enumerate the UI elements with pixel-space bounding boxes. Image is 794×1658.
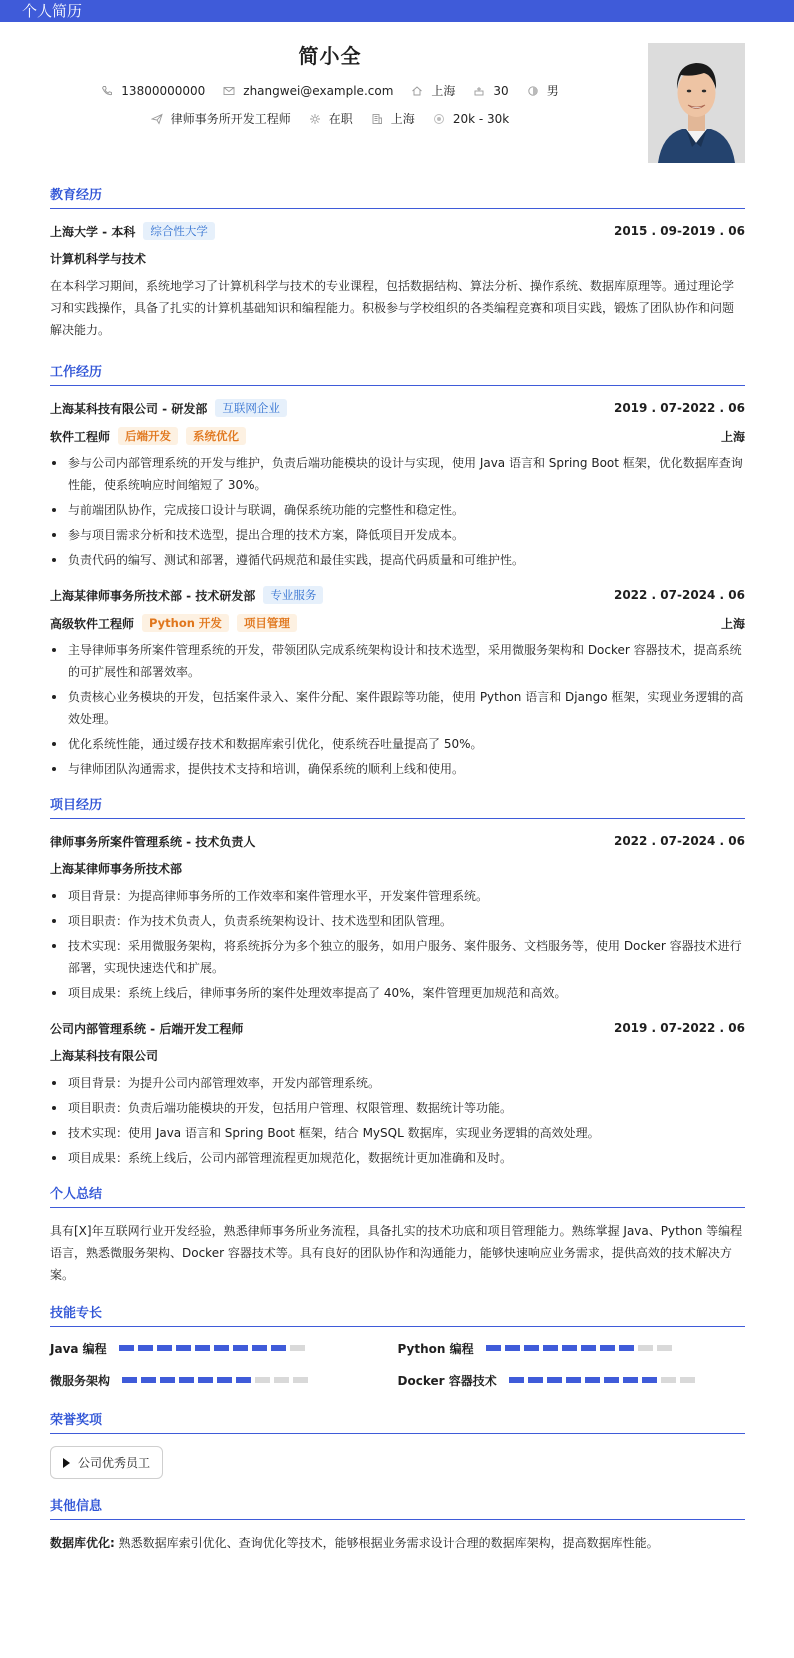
email-icon xyxy=(223,85,235,97)
home-text: 上海 xyxy=(431,84,456,98)
skill-level-segment xyxy=(623,1377,638,1383)
list-item: 参与项目需求分析和技术选型，提出合理的技术方案，降低项目开发成本。 xyxy=(50,524,745,546)
work-city: 上海 xyxy=(720,616,745,631)
other-section xyxy=(50,1495,745,1554)
job-role: 软件工程师 xyxy=(50,429,111,444)
skill-tag: 后端开发 xyxy=(118,427,178,445)
work-entry xyxy=(50,585,745,780)
list-item: 技术实现：使用 Java 语言和 Spring Boot 框架，结合 MySQL 数据库，实现业务逻辑的高效处理。 xyxy=(50,1122,745,1144)
award-text: 公司优秀员工 xyxy=(78,1456,151,1470)
skill-level-segment xyxy=(141,1377,156,1383)
other-title: 其他信息 xyxy=(50,1495,745,1520)
list-item: 负责代码的编写、测试和部署，遵循代码规范和最佳实践，提高代码质量和可维护性。 xyxy=(50,549,745,571)
candidate-name: 简小全 xyxy=(298,44,362,68)
list-item: 与律师团队沟通需求，提供技术支持和培训，确保系统的顺利上线和使用。 xyxy=(50,758,745,780)
skill-level-segment xyxy=(157,1345,172,1351)
skill-level-segment xyxy=(274,1377,289,1383)
phone-item xyxy=(101,84,205,98)
project-header-row xyxy=(50,1018,745,1038)
age-icon xyxy=(473,85,485,97)
awards-section xyxy=(50,1409,745,1479)
skill-level-segment xyxy=(657,1345,672,1351)
status-icon xyxy=(309,113,321,125)
company-name: 上海某律师事务所技术部 - 技术研发部 xyxy=(50,588,256,603)
skill-level-segment xyxy=(619,1345,634,1351)
skill-name: Python 编程 xyxy=(397,1341,474,1356)
skill-level-segment xyxy=(138,1345,153,1351)
projects-section xyxy=(50,794,745,1169)
skill-level-segment xyxy=(547,1377,562,1383)
skill-level-segment xyxy=(661,1377,676,1383)
work-entry xyxy=(50,398,745,571)
projects-title: 项目经历 xyxy=(50,794,745,819)
education-header-row xyxy=(50,221,745,241)
skills-grid xyxy=(50,1339,745,1389)
list-item: 主导律师事务所案件管理系统的开发，带领团队完成系统架构设计和技术选型，采用微服务架构和 Docker 容器技术，提高系统的可扩展性和部署效率。 xyxy=(50,639,745,683)
skill-level-bar xyxy=(486,1345,676,1351)
list-item: 负责核心业务模块的开发，包括案件录入、案件分配、案件跟踪等功能，使用 Python 语言和 Django 框架，实现业务逻辑的高效处理。 xyxy=(50,686,745,730)
skill-level-segment xyxy=(255,1377,270,1383)
major-name: 计算机科学与技术 xyxy=(50,252,147,266)
skill-level-segment xyxy=(486,1345,501,1351)
skill-item xyxy=(398,1371,746,1389)
project-name: 公司内部管理系统 - 后端开发工程师 xyxy=(50,1021,244,1036)
skill-level-segment xyxy=(543,1345,558,1351)
award-item[interactable] xyxy=(50,1446,163,1479)
skill-level-segment xyxy=(509,1377,524,1383)
position-item xyxy=(151,110,291,127)
city-text: 上海 xyxy=(390,112,415,126)
home-icon xyxy=(411,85,423,97)
list-item: 项目成果：系统上线后，公司内部管理流程更加规范化，数据统计更加准确和及时。 xyxy=(50,1147,745,1169)
work-date: 2019 . 07-2022 . 06 xyxy=(613,401,745,415)
work-bullets xyxy=(50,452,745,571)
industry-tag: 互联网企业 xyxy=(215,399,287,417)
skill-level-segment xyxy=(271,1345,286,1351)
work-bullets xyxy=(50,639,745,780)
summary-section xyxy=(50,1183,745,1286)
contact-row xyxy=(50,82,610,99)
skill-level-bar xyxy=(509,1377,699,1383)
skill-item xyxy=(50,1371,398,1389)
age-text: 30 xyxy=(493,83,509,98)
work-header-row xyxy=(50,585,745,605)
project-header-row xyxy=(50,831,745,851)
building-icon xyxy=(371,113,383,125)
resume-page xyxy=(50,22,745,1554)
skill-level-segment xyxy=(179,1377,194,1383)
phone-icon xyxy=(101,85,113,97)
skill-level-segment xyxy=(528,1377,543,1383)
avatar-portrait-icon xyxy=(648,43,745,163)
email-text: zhangwei@example.com xyxy=(243,83,394,98)
phone-text: 13800000000 xyxy=(121,83,206,98)
skill-level-segment xyxy=(581,1345,596,1351)
other-info xyxy=(50,1532,745,1554)
list-item: 参与公司内部管理系统的开发与维护，负责后端功能模块的设计与实现，使用 Java 语言和 Spring Boot 框架，优化数据库查询性能，使系统响应时间缩短了 30%。 xyxy=(50,452,745,496)
skill-tag: 项目管理 xyxy=(237,614,297,632)
status-item xyxy=(309,110,353,127)
school-type-tag: 综合性大学 xyxy=(143,222,215,240)
status-text: 在职 xyxy=(328,112,353,126)
project-bullets xyxy=(50,1072,745,1169)
project-org: 上海某律师事务所技术部 xyxy=(50,862,183,876)
skill-level-segment xyxy=(236,1377,251,1383)
project-date: 2022 . 07-2024 . 06 xyxy=(613,834,745,848)
work-header-row xyxy=(50,398,745,418)
education-date: 2015 . 09-2019 . 06 xyxy=(613,224,745,238)
skill-level-segment xyxy=(585,1377,600,1383)
home-item xyxy=(411,82,455,99)
list-item: 项目职责：负责后端功能模块的开发，包括用户管理、权限管理、数据统计等功能。 xyxy=(50,1097,745,1119)
skill-level-segment xyxy=(176,1345,191,1351)
profile-photo xyxy=(648,43,745,163)
gender-icon xyxy=(527,85,539,97)
skill-tag: 系统优化 xyxy=(186,427,246,445)
project-bullets xyxy=(50,885,745,1004)
top-bar xyxy=(0,0,794,22)
play-triangle-icon xyxy=(63,1458,70,1468)
education-section xyxy=(50,184,745,341)
skill-level-bar xyxy=(122,1377,312,1383)
work-date: 2022 . 07-2024 . 06 xyxy=(613,588,745,602)
skill-level-segment xyxy=(293,1377,308,1383)
skill-level-segment xyxy=(217,1377,232,1383)
skill-name: Docker 容器技术 xyxy=(397,1373,497,1388)
gender-item xyxy=(527,82,559,99)
education-title: 教育经历 xyxy=(50,184,745,209)
skill-level-segment xyxy=(524,1345,539,1351)
other-text: 熟悉数据库索引优化、查询优化等技术，能够根据业务需求设计合理的数据库架构，提高数据库性能。 xyxy=(118,1536,659,1550)
company-name: 上海某科技有限公司 - 研发部 xyxy=(50,401,208,416)
list-item: 技术实现：采用微服务架构，将系统拆分为多个独立的服务，如用户服务、案件服务、文档服务等，使用 Docker 容器技术进行部署，实现快速迭代和扩展。 xyxy=(50,935,745,979)
skill-level-segment xyxy=(680,1377,695,1383)
work-role-row xyxy=(50,613,745,633)
position-text: 律师事务所开发工程师 xyxy=(170,112,291,126)
skill-level-segment xyxy=(233,1345,248,1351)
skill-level-segment xyxy=(252,1345,267,1351)
work-section xyxy=(50,361,745,780)
list-item: 项目职责：作为技术负责人，负责系统架构设计、技术选型和团队管理。 xyxy=(50,910,745,932)
skill-level-segment xyxy=(562,1345,577,1351)
skill-level-segment xyxy=(160,1377,175,1383)
school-name: 上海大学 - 本科 xyxy=(50,224,136,239)
salary-text: 20k - 30k xyxy=(452,111,510,126)
skill-level-bar xyxy=(119,1345,309,1351)
job-role: 高级软件工程师 xyxy=(50,616,135,631)
skill-level-segment xyxy=(600,1345,615,1351)
top-bar-title: 个人简历 xyxy=(22,2,83,20)
work-role-row xyxy=(50,426,745,446)
summary-title: 个人总结 xyxy=(50,1183,745,1208)
industry-tag: 专业服务 xyxy=(263,586,323,604)
project-date: 2019 . 07-2022 . 06 xyxy=(613,1021,745,1035)
awards-title: 荣誉奖项 xyxy=(50,1409,745,1434)
list-item: 项目成果：系统上线后，律师事务所的案件处理效率提高了 40%，案件管理更加规范和高效。 xyxy=(50,982,745,1004)
city-item xyxy=(371,110,415,127)
project-entry xyxy=(50,1018,745,1169)
salary-item xyxy=(433,112,509,126)
skill-level-segment xyxy=(566,1377,581,1383)
skill-level-segment xyxy=(195,1345,210,1351)
gender-text: 男 xyxy=(546,84,559,98)
skills-section xyxy=(50,1302,745,1389)
list-item: 项目背景：为提升公司内部管理效率，开发内部管理系统。 xyxy=(50,1072,745,1094)
skill-level-segment xyxy=(290,1345,305,1351)
project-name: 律师事务所案件管理系统 - 技术负责人 xyxy=(50,834,256,849)
skill-tag: Python 开发 xyxy=(142,614,229,632)
job-intent-row xyxy=(50,110,610,127)
skill-level-segment xyxy=(119,1345,134,1351)
age-item xyxy=(473,84,508,98)
skill-level-segment xyxy=(604,1377,619,1383)
list-item: 项目背景：为提高律师事务所的工作效率和案件管理水平，开发案件管理系统。 xyxy=(50,885,745,907)
skill-level-segment xyxy=(642,1377,657,1383)
skill-name: 微服务架构 xyxy=(50,1373,111,1388)
other-label: 数据库优化: xyxy=(50,1536,115,1550)
work-city: 上海 xyxy=(720,429,745,444)
skill-item xyxy=(398,1339,746,1357)
skill-level-segment xyxy=(122,1377,137,1383)
list-item: 与前端团队协作，完成接口设计与联调，确保系统功能的完整性和稳定性。 xyxy=(50,499,745,521)
skill-item xyxy=(50,1339,398,1357)
skill-level-segment xyxy=(214,1345,229,1351)
email-item xyxy=(223,84,393,98)
skill-level-segment xyxy=(638,1345,653,1351)
project-org: 上海某科技有限公司 xyxy=(50,1049,159,1063)
salary-icon xyxy=(433,113,445,125)
resume-header xyxy=(50,22,745,172)
list-item: 优化系统性能，通过缓存技术和数据库索引优化，使系统吞吐量提高了 50%。 xyxy=(50,733,745,755)
skills-title: 技能专长 xyxy=(50,1302,745,1327)
skill-level-segment xyxy=(198,1377,213,1383)
work-title: 工作经历 xyxy=(50,361,745,386)
send-icon xyxy=(151,113,163,125)
skill-name: Java 编程 xyxy=(50,1341,107,1356)
summary-text: 具有[X]年互联网行业开发经验，熟悉律师事务所业务流程，具备扎实的技术功底和项目管理能力。熟练掌握 Java、Python 等编程语言，熟悉微服务架构、Docker 容器技术等。具有良好的团队协作和沟通能力，能够快速响应业务需求，提供高效的技术解决方案。 xyxy=(50,1224,743,1282)
project-entry xyxy=(50,831,745,1004)
skill-level-segment xyxy=(505,1345,520,1351)
education-description: 在本科学习期间，系统地学习了计算机科学与技术的专业课程，包括数据结构、算法分析、操作系统、数据库原理等。通过理论学习和实践操作，具备了扎实的计算机基础知识和编程能力。积极参与学校组织的各类编程竞赛和项目实践，锻炼了团队协作和问题解决能力。 xyxy=(50,279,735,337)
